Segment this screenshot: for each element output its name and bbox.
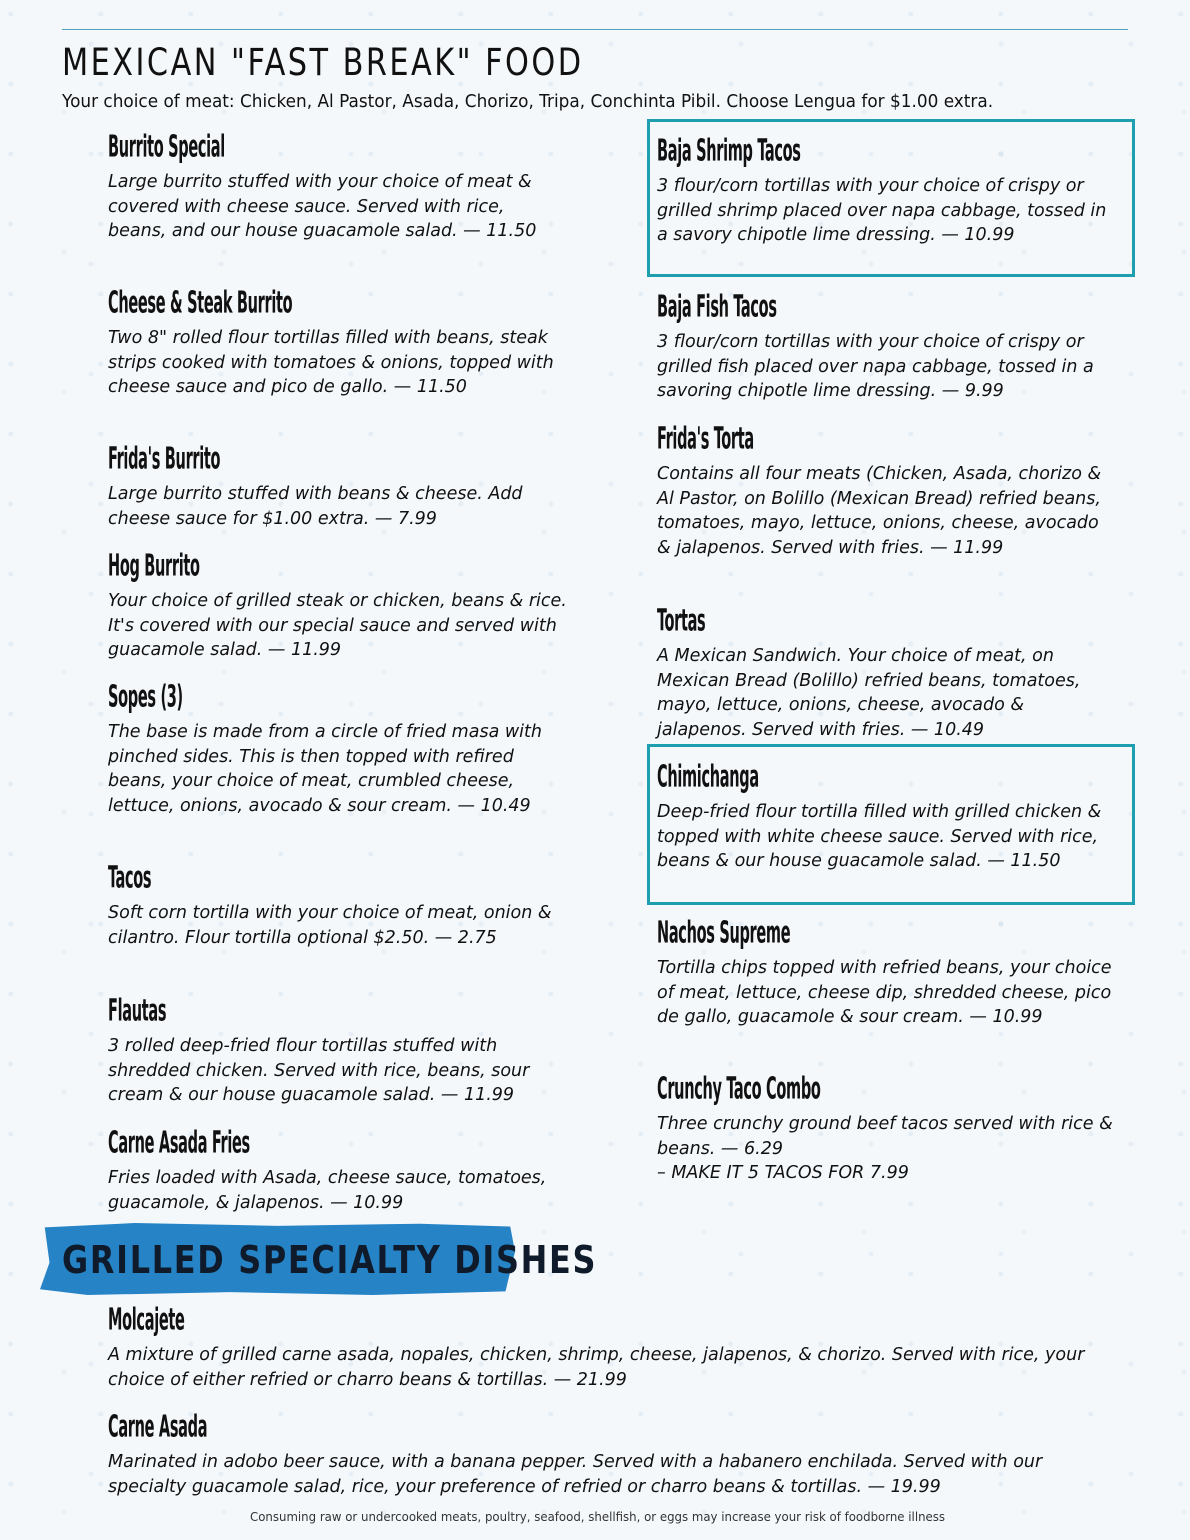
- menu-item: [657, 758, 1117, 874]
- menu-item: [108, 1124, 568, 1215]
- menu-item-description: 3 flour/corn tortillas with your choice of crispy or grilled shrimp placed over napa cabbage, tossed in a savory chipotle lime dressing. — 10.99: [657, 176, 1107, 246]
- menu-item-name: Baja Shrimp Tacos: [657, 133, 801, 169]
- menu-item-name: Burrito Special: [108, 129, 225, 165]
- menu-item: [657, 602, 1117, 742]
- menu-item: [657, 288, 1117, 404]
- menu-item-description: 3 rolled deep-fried flour tortillas stuffed with shredded chicken. Served with rice, beans, sour cream & our house guacamole salad. — 11.99: [108, 1036, 530, 1106]
- menu-item-description: Your choice of grilled steak or chicken, beans & rice. It's covered with our special sauce and served with guacamole salad. — 11.99: [108, 591, 567, 661]
- menu-item-name: Carne Asada Fries: [108, 1125, 250, 1161]
- menu-item-description: 3 flour/corn tortillas with your choice of crispy or grilled fish placed over napa cabbage, tossed in a savoring chipotle lime dressing. — 9.99: [657, 332, 1094, 402]
- menu-item: [108, 440, 568, 531]
- section-title: GRILLED SPECIALTY DISHES: [62, 1238, 598, 1282]
- menu-item: [108, 859, 568, 950]
- menu-item-description: Tortilla chips topped with refried beans, your choice of meat, lettuce, cheese dip, shredded cheese, pico de gallo, guacamole & sour cream. — 10.99: [657, 958, 1112, 1028]
- menu-item-description: Fries loaded with Asada, cheese sauce, tomatoes, guacamole, & jalapenos. — 10.99: [108, 1168, 547, 1213]
- menu-item: [108, 1301, 1108, 1392]
- menu-item-name: Flautas: [108, 993, 167, 1029]
- menu-item: [657, 132, 1117, 248]
- menu-item: [108, 284, 568, 400]
- menu-item: [108, 1408, 1108, 1499]
- menu-item-name: Crunchy Taco Combo: [657, 1071, 821, 1107]
- menu-item-name: Hog Burrito: [108, 548, 200, 584]
- menu-item: [108, 992, 568, 1108]
- menu-item: [657, 914, 1117, 1030]
- menu-item-description: A mixture of grilled carne asada, nopales, chicken, shrimp, cheese, jalapenos, & chorizo. Served with rice, your choice of either refried or charro beans & tortillas. — 21.99: [108, 1345, 1085, 1390]
- menu-item: [108, 128, 568, 244]
- meat-choice-note: Your choice of meat: Chicken, Al Pastor, Asada, Chorizo, Tripa, Conchinta Pibil. Choose Lengua for $1.00 extra.: [62, 92, 994, 112]
- menu-item-description: Large burrito stuffed with your choice of meat & covered with cheese sauce. Served with rice, beans, and our house guacamole salad. — 11.50: [108, 172, 537, 242]
- footer-disclaimer: Consuming raw or undercooked meats, poultry, seafood, shellfish, or eggs may increase your risk of foodborne illness: [250, 1510, 946, 1524]
- top-rule: [62, 29, 1128, 30]
- menu-item-description: Large burrito stuffed with beans & cheese. Add cheese sauce for $1.00 extra. — 7.99: [108, 484, 523, 529]
- menu-item-name: Tacos: [108, 860, 152, 896]
- menu-item-description: Contains all four meats (Chicken, Asada, chorizo & Al Pastor, on Bolillo (Mexican Bread) refried beans, tomatoes, mayo, lettuce, onions, cheese, avocado & jalapenos. Served with fries. — 11.99: [657, 464, 1102, 558]
- menu-item-description: Soft corn tortilla with your choice of meat, onion & cilantro. Flour tortilla optional $2.50. — 2.75: [108, 903, 552, 948]
- menu-item-description: A Mexican Sandwich. Your choice of meat, on Mexican Bread (Bolillo) refried beans, tomatoes, mayo, lettuce, onions, cheese, avocado & jalapenos. Served with fries. — 10.49: [657, 646, 1081, 740]
- menu-item-name: Molcajete: [108, 1302, 185, 1338]
- menu-item: [108, 547, 568, 663]
- menu-item-description: Marinated in adobo beer sauce, with a banana pepper. Served with a habanero enchilada. Served with our specialty guacamole salad, rice, your preference of refried or charro beans & tortillas. — 19.99: [108, 1452, 1043, 1497]
- menu-item-description: Deep-fried flour tortilla filled with grilled chicken & topped with white cheese sauce. Served with rice, beans & our house guacamole salad. — 11.50: [657, 802, 1102, 872]
- menu-item-name: Tortas: [657, 603, 706, 639]
- menu-item: [108, 678, 568, 818]
- menu-item-name: Carne Asada: [108, 1409, 208, 1445]
- menu-item-name: Baja Fish Tacos: [657, 289, 777, 325]
- menu-item-description: Three crunchy ground beef tacos served with rice & beans. — 6.29: [657, 1114, 1113, 1159]
- menu-item: [657, 1070, 1117, 1186]
- menu-item-name: Frida's Torta: [657, 421, 754, 457]
- menu-item-name: Chimichanga: [657, 759, 759, 795]
- menu-item-description: Two 8" rolled flour tortillas filled with beans, steak strips cooked with tomatoes & onions, topped with cheese sauce and pico de gallo. — 11.50: [108, 328, 554, 398]
- page-title: MEXICAN "FAST BREAK" FOOD: [62, 41, 584, 84]
- menu-item: [657, 420, 1117, 560]
- menu-item-description: The base is made from a circle of fried masa with pinched sides. This is then topped with refired beans, your choice of meat, crumbled cheese, lettuce, onions, avocado & sour cream. — 10.49: [108, 722, 542, 816]
- menu-item-name: Frida's Burrito: [108, 441, 221, 477]
- menu-item-upsell: – MAKE IT 5 TACOS FOR 7.99: [657, 1163, 909, 1184]
- menu-item-name: Nachos Supreme: [657, 915, 791, 951]
- menu-item-name: Cheese & Steak Burrito: [108, 285, 293, 321]
- menu-item-name: Sopes (3): [108, 679, 183, 715]
